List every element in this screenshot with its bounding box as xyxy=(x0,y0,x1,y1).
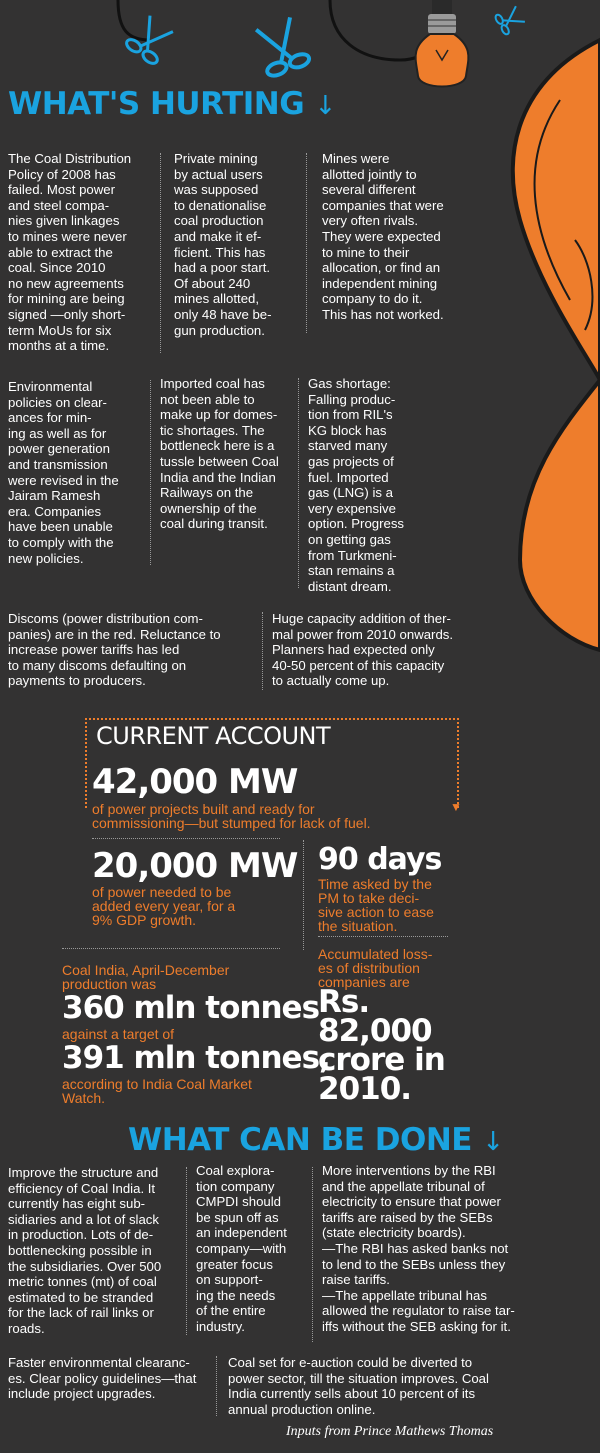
done-block-3: More interventions by the RBI and the appellate tribunal of electricity to ensure that power tariffs are raised by the SEBs (state electricity boards). —The RBI has asked banks not to lend to the SEBs unless they raise tariffs. —The appellate tribunal has allowed the regulator to raise tar- iffs without the SEB asking for it. xyxy=(322,1163,515,1334)
done-block-4: Faster environmental clearanc- es. Clear policy guidelines—that include project upgrades. xyxy=(8,1355,197,1402)
losses-intro: Accumulated loss- es of distribution companies are xyxy=(318,946,433,990)
stat-42000-mw: 42,000 MW xyxy=(92,762,298,802)
section-title-hurting: WHAT'S HURTING ↓ xyxy=(8,86,336,122)
divider xyxy=(150,380,151,565)
scissors-icon xyxy=(124,13,176,66)
scissors-icon xyxy=(252,16,310,78)
hurting-block-6: Gas shortage: Falling produc- tion from RIL's KG block has starved many gas projects of fuel. Imported gas (LNG) is a very expensive option. Progress on getting gas from Turkmeni- stan remains a distant dream. xyxy=(308,376,405,594)
hurting-block-1: The Coal Distribution Policy of 2008 has failed. Most power and steel compa- nies given linkages to mines were never able to extract the coal. Since 2010 no new agreements for mining are being signed —only short- term MoUs for six months at a time. xyxy=(8,151,132,354)
down-arrow-icon: ↓ xyxy=(482,1127,504,1157)
current-account-title: CURRENT ACCOUNT xyxy=(92,722,334,750)
stat-90-days-text: Time asked by the PM to take deci- sive action to ease the situation. xyxy=(318,876,434,934)
divider xyxy=(160,153,161,353)
done-block-2: Coal explora- tion company CMPDI should be spun off as an independent company—with greater focus on support- ing the needs of the entire industry. xyxy=(196,1163,287,1334)
divider xyxy=(262,612,263,690)
target-text: against a target of xyxy=(62,1026,175,1042)
coal-india-intro: Coal India, April-December production was xyxy=(62,962,230,992)
divider xyxy=(303,840,304,950)
stat-391-mln: 391 mln tonnes, xyxy=(62,1040,330,1076)
hurting-block-3: Mines were allotted jointly to several different companies that were very often rivals. They were expected to mine to their allocation, or find an independent mining company to do it. This has not worked. xyxy=(322,151,444,322)
light-bulb-icon xyxy=(416,0,600,650)
divider xyxy=(298,378,299,588)
stat-20000-text: of power needed to be added every year, for a 9% GDP growth. xyxy=(92,884,236,928)
down-arrow-icon: ↓ xyxy=(314,91,336,121)
hurting-block-5: Imported coal has not been able to make up for domes- tic shortages. The bottleneck here is a tussle between Coal India and the Indian Railways on the ownership of the coal during transit. xyxy=(160,376,279,532)
done-block-1: Improve the structure and efficiency of Coal India. It currently has eight sub- sidiaries and a lot of slack in production. Lots of de- bottlenecking possible in the subsidiaries. Over 500 metric tonnes (mt) of coal estimated to be stranded for the lack of rail links or roads. xyxy=(8,1165,162,1336)
stat-360-mln: 360 mln tonnes xyxy=(62,990,320,1026)
divider xyxy=(62,948,280,949)
hurting-block-4: Environmental policies on clear- ances for min- ing as well as for power generation and transmission were revised in the Jairam Ramesh era. Companies have been unable to comply with the new policies. xyxy=(8,379,119,566)
hurting-block-2: Private mining by actual users was supposed to denationalise coal production and make it ef- ficient. This has had a poor start. Of about 240 mines allotted, only 48 have be- gun production. xyxy=(174,151,272,338)
stat-20000-mw: 20,000 MW xyxy=(92,846,298,886)
divider xyxy=(216,1356,217,1416)
divider xyxy=(92,838,280,839)
stat-42000-text: of power projects built and ready for commissioning—but stumped for lack of fuel. xyxy=(92,801,371,831)
divider xyxy=(318,936,448,937)
arrow-down-icon: ▼ xyxy=(450,800,462,814)
divider xyxy=(306,153,307,333)
section-title-done: WHAT CAN BE DONE ↓ xyxy=(128,1122,504,1158)
stat-90-days: 90 days xyxy=(318,842,442,877)
credit-line: Inputs from Prince Mathews Thomas xyxy=(286,1424,494,1439)
scissors-icon xyxy=(494,4,526,35)
done-block-5: Coal set for e-auction could be diverted to power sector, till the situation improves. Coal India currently sells about 10 percent of its annual production online. xyxy=(228,1355,489,1417)
divider xyxy=(312,1167,313,1342)
divider xyxy=(186,1167,187,1335)
coal-market-text: according to India Coal Market Watch. xyxy=(62,1076,252,1106)
stat-82000-crore: Rs. 82,000 crore in 2010. xyxy=(318,984,445,1107)
hurting-block-7: Discoms (power distribution com- panies) are in the red. Reluctance to increase power tariffs has led to many discoms defaulting on payments to producers. xyxy=(8,611,221,689)
hurting-block-8: Huge capacity addition of ther- mal power from 2010 onwards. Planners had expected only 40-50 percent of this capacity to actually come up. xyxy=(272,611,454,689)
wire-icon xyxy=(118,0,150,40)
